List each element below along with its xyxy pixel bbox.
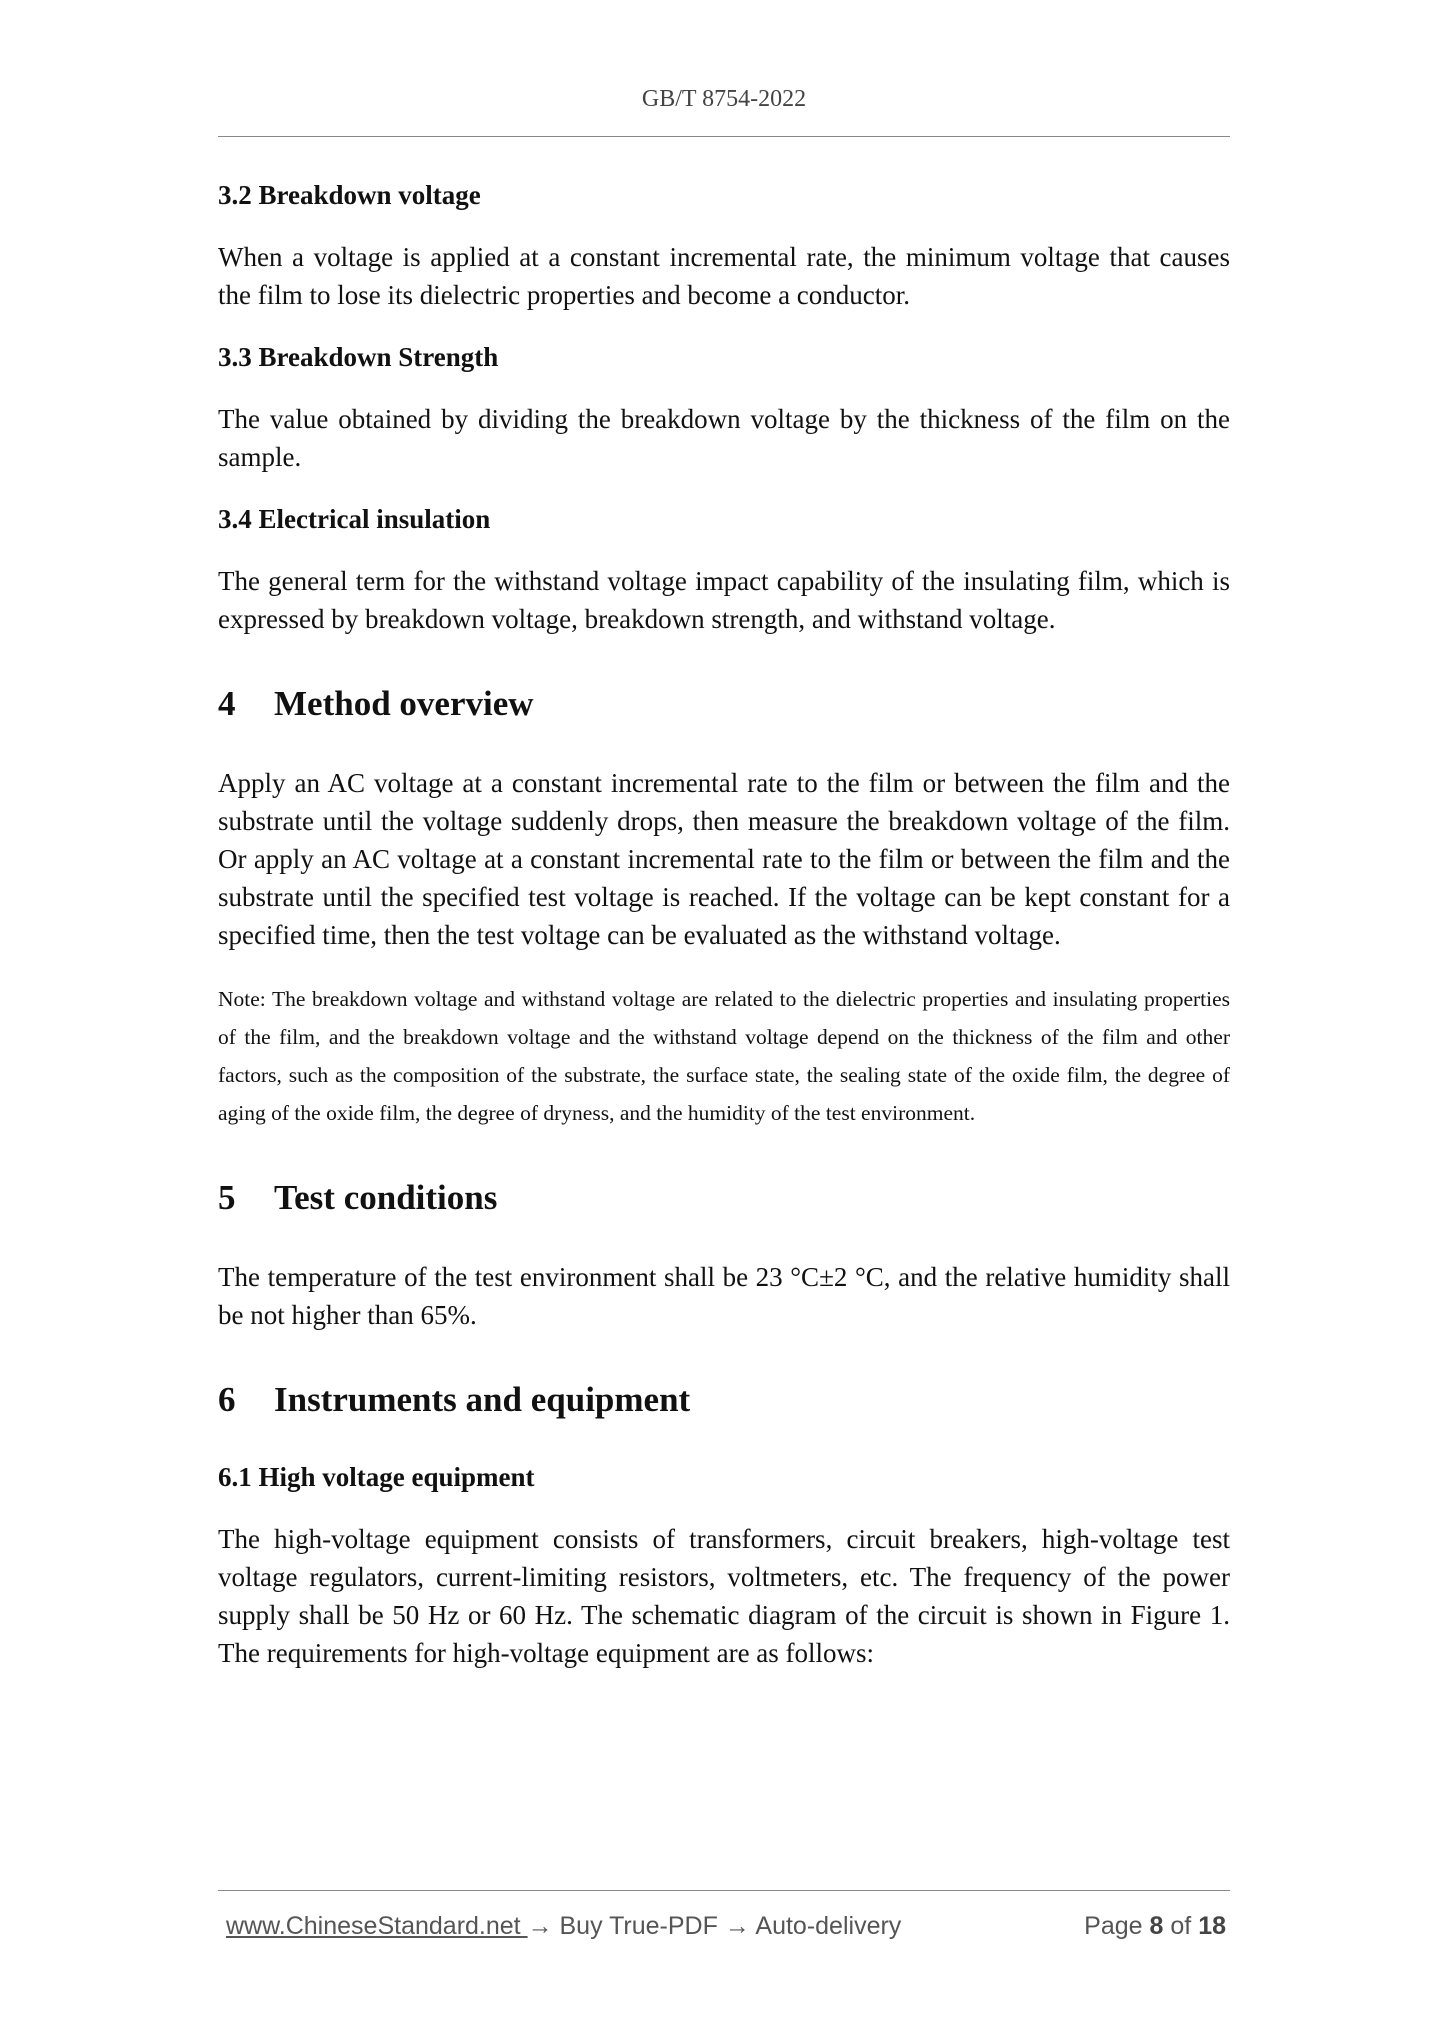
footer-left — [226, 1912, 901, 1941]
page-content — [218, 178, 1230, 1698]
paragraph-4: Apply an AC voltage at a constant incremental rate to the film or between the film and the substrate until the voltage suddenly drops, then measure the breakdown voltage of the film. Or apply an AC voltage at a constant incremental rate to the film or between the film and the substrate until the specified test voltage is reached. If the voltage can be kept constant for a specified time, then the test voltage can be evaluated as the withstand voltage. — [218, 768, 1230, 950]
heading-6 — [218, 1378, 1230, 1422]
header-divider — [218, 136, 1230, 137]
paragraph-3-3: The value obtained by dividing the breakdown voltage by the thickness of the film on the sample. — [218, 404, 1230, 472]
heading-5 — [218, 1176, 1230, 1220]
heading-6-1: 6.1 High voltage equipment — [218, 1462, 535, 1492]
paragraph-3-2: When a voltage is applied at a constant incremental rate, the minimum voltage that causes the film to lose its dielectric properties and become a conductor. — [218, 242, 1230, 310]
page-current: 8 — [1149, 1912, 1164, 1940]
paragraph-6-1: The high-voltage equipment consists of transformers, circuit breakers, high-voltage test voltage regulators, current-limiting resistors, voltmeters, etc. The frequency of the power supply shall be 50 Hz or 60 Hz. The schematic diagram of the circuit is shown in Figure 1. The requirements for high-voltage equipment are as follows: — [218, 1524, 1230, 1668]
chinese-standard-link[interactable]: www.ChineseStandard.net — [226, 1912, 528, 1940]
heading-5-title: Test conditions — [274, 1178, 498, 1217]
note-4: Note: The breakdown voltage and withstand voltage are related to the dielectric properties and insulating properties of the film, and the breakdown voltage and the withstand voltage depend on the thickness of the film and other factors, such as the composition of the substrate, the surface state, the sealing state of the oxide film, the degree of aging of the oxide film, the degree of dryness, and the humidity of the test environment. — [218, 987, 1230, 1125]
page-footer — [226, 1912, 1226, 1941]
footer-divider — [218, 1890, 1230, 1891]
page-total: 18 — [1198, 1912, 1226, 1940]
page-label: Page — [1084, 1912, 1143, 1940]
heading-3-2: 3.2 Breakdown voltage — [218, 180, 481, 210]
footer-promo: → Buy True-PDF → Auto-delivery — [527, 1912, 902, 1940]
page-header: GB/T 8754-2022 — [641, 86, 807, 112]
heading-4-title: Method overview — [274, 684, 534, 723]
page-number — [1084, 1912, 1226, 1941]
heading-6-number: 6 — [218, 1380, 236, 1419]
heading-6-title: Instruments and equipment — [274, 1380, 691, 1419]
heading-4-number: 4 — [218, 684, 236, 723]
heading-3-3: 3.3 Breakdown Strength — [218, 342, 499, 372]
heading-3-4: 3.4 Electrical insulation — [218, 504, 491, 534]
page-of: of — [1170, 1912, 1192, 1940]
paragraph-5: The temperature of the test environment shall be 23 °C±2 °C, and the relative humidity shall be not higher than 65%. — [218, 1262, 1230, 1330]
heading-4 — [218, 682, 1230, 726]
heading-5-number: 5 — [218, 1178, 236, 1217]
paragraph-3-4: The general term for the withstand voltage impact capability of the insulating film, which is expressed by breakdown voltage, breakdown strength, and withstand voltage. — [218, 566, 1230, 634]
